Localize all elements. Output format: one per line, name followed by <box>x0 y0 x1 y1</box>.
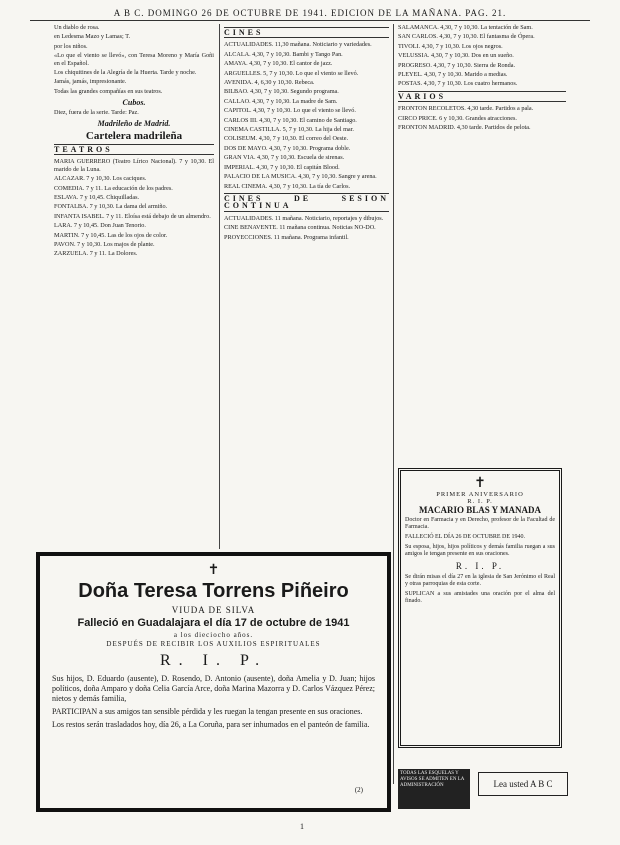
notice-paragraph: FALLECIÓ EL DÍA 26 DE OCTUBRE DE 1940. <box>405 534 525 541</box>
notice-rip-top: R. I. P. <box>467 498 493 506</box>
listing: FRONTON MADRID. 4,30 tarde. Partidos de pelota. <box>398 124 531 132</box>
obituary-paragraph: Los restos serán trasladados hoy, día 26, a La Coruña, para ser inhumados en el panteón de familia. <box>52 720 370 729</box>
cross-icon: ✝ <box>207 563 220 578</box>
obituary-notice <box>36 552 391 812</box>
listing: CAPITOL. 4,30, 7 y 10,30. Lo que el viento se llevó. <box>224 107 356 115</box>
listing: SAN CARLOS. 4,30, 7 y 10,30. El fantasma de Ópera. <box>398 33 535 41</box>
listing: PALACIO DE LA MUSICA. 4,30, 7 y 10,30. Sangre y arena. <box>224 173 377 181</box>
intro-line: por los niños. <box>54 42 88 50</box>
column-right <box>398 24 566 464</box>
notice-anniversary: PRIMER ANIVERSARIO <box>436 491 524 498</box>
obituary-paragraph: Sus hijos, D. Eduardo (ausente), D. Rosendo, D. Antonio (ausente), doña Amelia y D. Juan; hijos políticos, doña Amparo y doña Celia García Arce, doña Marina Mazorra y D. Carlos Vázquez Pérez; nietos y demás familia, <box>52 674 375 703</box>
lea-abc-box: Lea usted A B C <box>478 772 568 796</box>
admin-notice: TODAS LAS ESQUELAS Y AVISOS SE ADMITEN EN LA ADMINISTRACIÓN <box>398 769 470 809</box>
listing: IMPERIAL. 4,30, 7 y 10,30. El capitán Blood. <box>224 163 340 171</box>
listing: ACTUALIDADES. 11,30 mañana. Noticiario y variedades. <box>224 41 372 49</box>
paragraph: «Lo que el viento se llevó», con Teresa Moreno y María Goñi en el Español. <box>54 52 214 67</box>
listing: REAL CINEMA. 4,30, 7 y 10,30. La tía de Carlos. <box>224 182 351 190</box>
section-heading: Madrileño de Madrid. <box>97 119 171 129</box>
obituary-name: Doña Teresa Torrens Piñeiro <box>78 580 349 602</box>
obituary-after: DESPUÉS DE RECIBIR LOS AUXILIOS ESPIRITUALES <box>106 640 321 648</box>
column-rule <box>393 24 394 784</box>
listing: ESLAVA. 7 y 10,45. Chiquilladas. <box>54 193 140 201</box>
listing: AMAYA. 4,30, 7 y 10,30. El cantor de jazz. <box>224 60 333 68</box>
listing: CARLOS III. 4,30, 7 y 10,30. El camino de Santiago. <box>224 116 357 124</box>
column-rule <box>219 24 220 549</box>
obituary-age: a los dieciocho años. <box>173 631 254 639</box>
paragraph: Los chiquitines de la Alegría de la Huerta. Tarde y noche. <box>54 69 197 77</box>
listing: ALCALA. 4,30, 7 y 10,30. Bambi y Tango Pan. <box>224 50 343 58</box>
column-middle <box>224 24 389 524</box>
column-left <box>54 24 214 549</box>
section-heading: Cubos. <box>122 98 146 108</box>
listing: CALLAO. 4,30, 7 y 10,30. La madre de Sam. <box>224 97 338 105</box>
page-number: 1 <box>300 822 304 831</box>
listing: ARGUELLES. 5, 7 y 10,30. Lo que el viento se llevó. <box>224 69 359 77</box>
cross-icon: ✝ <box>474 476 486 491</box>
listing: TIVOLI. 4,30, 7 y 10,30. Los ojos negros. <box>398 42 503 50</box>
section-label: VARIOS <box>398 91 566 102</box>
listing: AVENIDA. 4, 6,30 y 10,30. Rebeca. <box>224 79 315 87</box>
listing: PAVON. 7 y 10,30. Los majos de plante. <box>54 240 155 248</box>
page-header: A B C. DOMINGO 26 DE OCTUBRE DE 1941. EDICION DE LA MAÑANA. PAG. 21. <box>30 8 590 21</box>
listing: ACTUALIDADES. 11 mañana. Noticiario, reportajes y dibujos. <box>224 214 384 222</box>
cartelera-title: Cartelera madrileña <box>85 130 183 143</box>
notice-name: MACARIO BLAS Y MANADA <box>418 505 542 516</box>
obituary-number: (2) <box>354 786 363 794</box>
listing: VELUSSIA. 4,30, 7 y 10,30. Dos en un sueño. <box>398 52 514 60</box>
notice-paragraph: Se dirán misas el día 27 en la iglesia de San Jerónimo el Real y otras parroquias de esta corte. <box>405 573 555 588</box>
obituary-rip: R. I. P. <box>159 652 268 669</box>
listing: CINEMA CASTILLA. 5, 7 y 10,30. La hija del mar. <box>224 126 354 134</box>
listing: PROGRESO. 4,30, 7 y 10,30. Sierra de Ronda. <box>398 61 516 69</box>
intro-line: en Ledesma Mazo y Lamas; T. <box>54 33 131 41</box>
listing: CIRCO PRICE. 6 y 10,30. Grandes atracciones. <box>398 114 517 122</box>
paragraph: Jamás, jamás, impresionante. <box>54 78 127 86</box>
listing: BILBAO. 4,30, 7 y 10,30. Segundo programa. <box>224 88 339 96</box>
listing: MARTIN. 7 y 10,45. Las de los ojos de color. <box>54 231 168 239</box>
anniversary-notice <box>398 468 562 748</box>
listing: INFANTA ISABEL. 7 y 11. Eloísa está debajo de un almendro. <box>54 212 211 220</box>
paragraph: Todas las grandes compañías en sus teatros. <box>54 87 163 95</box>
listing: FONTALBA. 7 y 10,30. La dama del armiño. <box>54 203 168 211</box>
obituary-paragraph: PARTICIPAN a sus amigos tan sensible pérdida y les ruegan la tengan presente en sus oraciones. <box>52 707 363 716</box>
listing: GRAN VIA. 4,30, 7 y 10,30. Escuela de sirenas. <box>224 154 345 162</box>
listing: CINE BENAVENTE. 11 mañana continua. Noticias NO-DO. <box>224 224 376 232</box>
notice-paragraph: Doctor en Farmacia y en Derecho, profesor de la Facultad de Farmacia. <box>405 516 555 530</box>
listing: POSTAS. 4,30, 7 y 10,30. Los cuatro hermanos. <box>398 80 518 88</box>
listing: MARIA GUERRERO (Teatro Lírico Nacional). 7 y 10,30. El marido de la Luna. <box>54 158 214 173</box>
obituary-death: Falleció en Guadalajara el día 17 de octubre de 1941 <box>77 617 350 629</box>
listing: LARA. 7 y 10,45. Don Juan Tenorio. <box>54 222 146 230</box>
section-label: CINES <box>224 27 389 38</box>
section-label: CINES DE SESION CONTINUA <box>224 193 389 211</box>
listing: PROYECCIONES. 11 mañana. Programa infantil. <box>224 233 349 241</box>
listing: PLEYEL. 4,30, 7 y 10,30. Marido a medias. <box>398 71 508 79</box>
listing: ALCAZAR. 7 y 10,30. Los caciques. <box>54 175 147 183</box>
paragraph: Diez, fuera de la serie. Tarde: Paz. <box>54 108 139 116</box>
listing: COLISEUM. 4,30, 7 y 10,30. El correo del Oeste. <box>224 135 349 143</box>
intro-line: Un diablo de rosa. <box>54 24 100 31</box>
listing: FRONTON RECOLETOS. 4,30 tarde. Partidos a pala. <box>398 105 534 113</box>
notice-rip: R. I. P. <box>455 560 505 571</box>
notice-paragraph: Su esposa, hijos, hijos políticos y demás familia ruegan a sus amigos le tengan presente en sus oraciones. <box>405 544 555 558</box>
obituary-widow: VIUDA DE SILVA <box>171 605 256 615</box>
listing: COMEDIA. 7 y 11. La educación de los padres. <box>54 184 173 192</box>
listing: ZARZUELA. 7 y 11. La Dolores. <box>54 250 138 258</box>
section-label: TEATROS <box>54 144 214 155</box>
listing: DOS DE MAYO. 4,30, 7 y 10,30. Programa doble. <box>224 144 351 152</box>
notice-paragraph: SUPLICAN a sus amistades una oración por el alma del finado. <box>405 591 555 605</box>
listing: SALAMANCA. 4,30, 7 y 10,30. La tentación de Sam. <box>398 24 533 31</box>
